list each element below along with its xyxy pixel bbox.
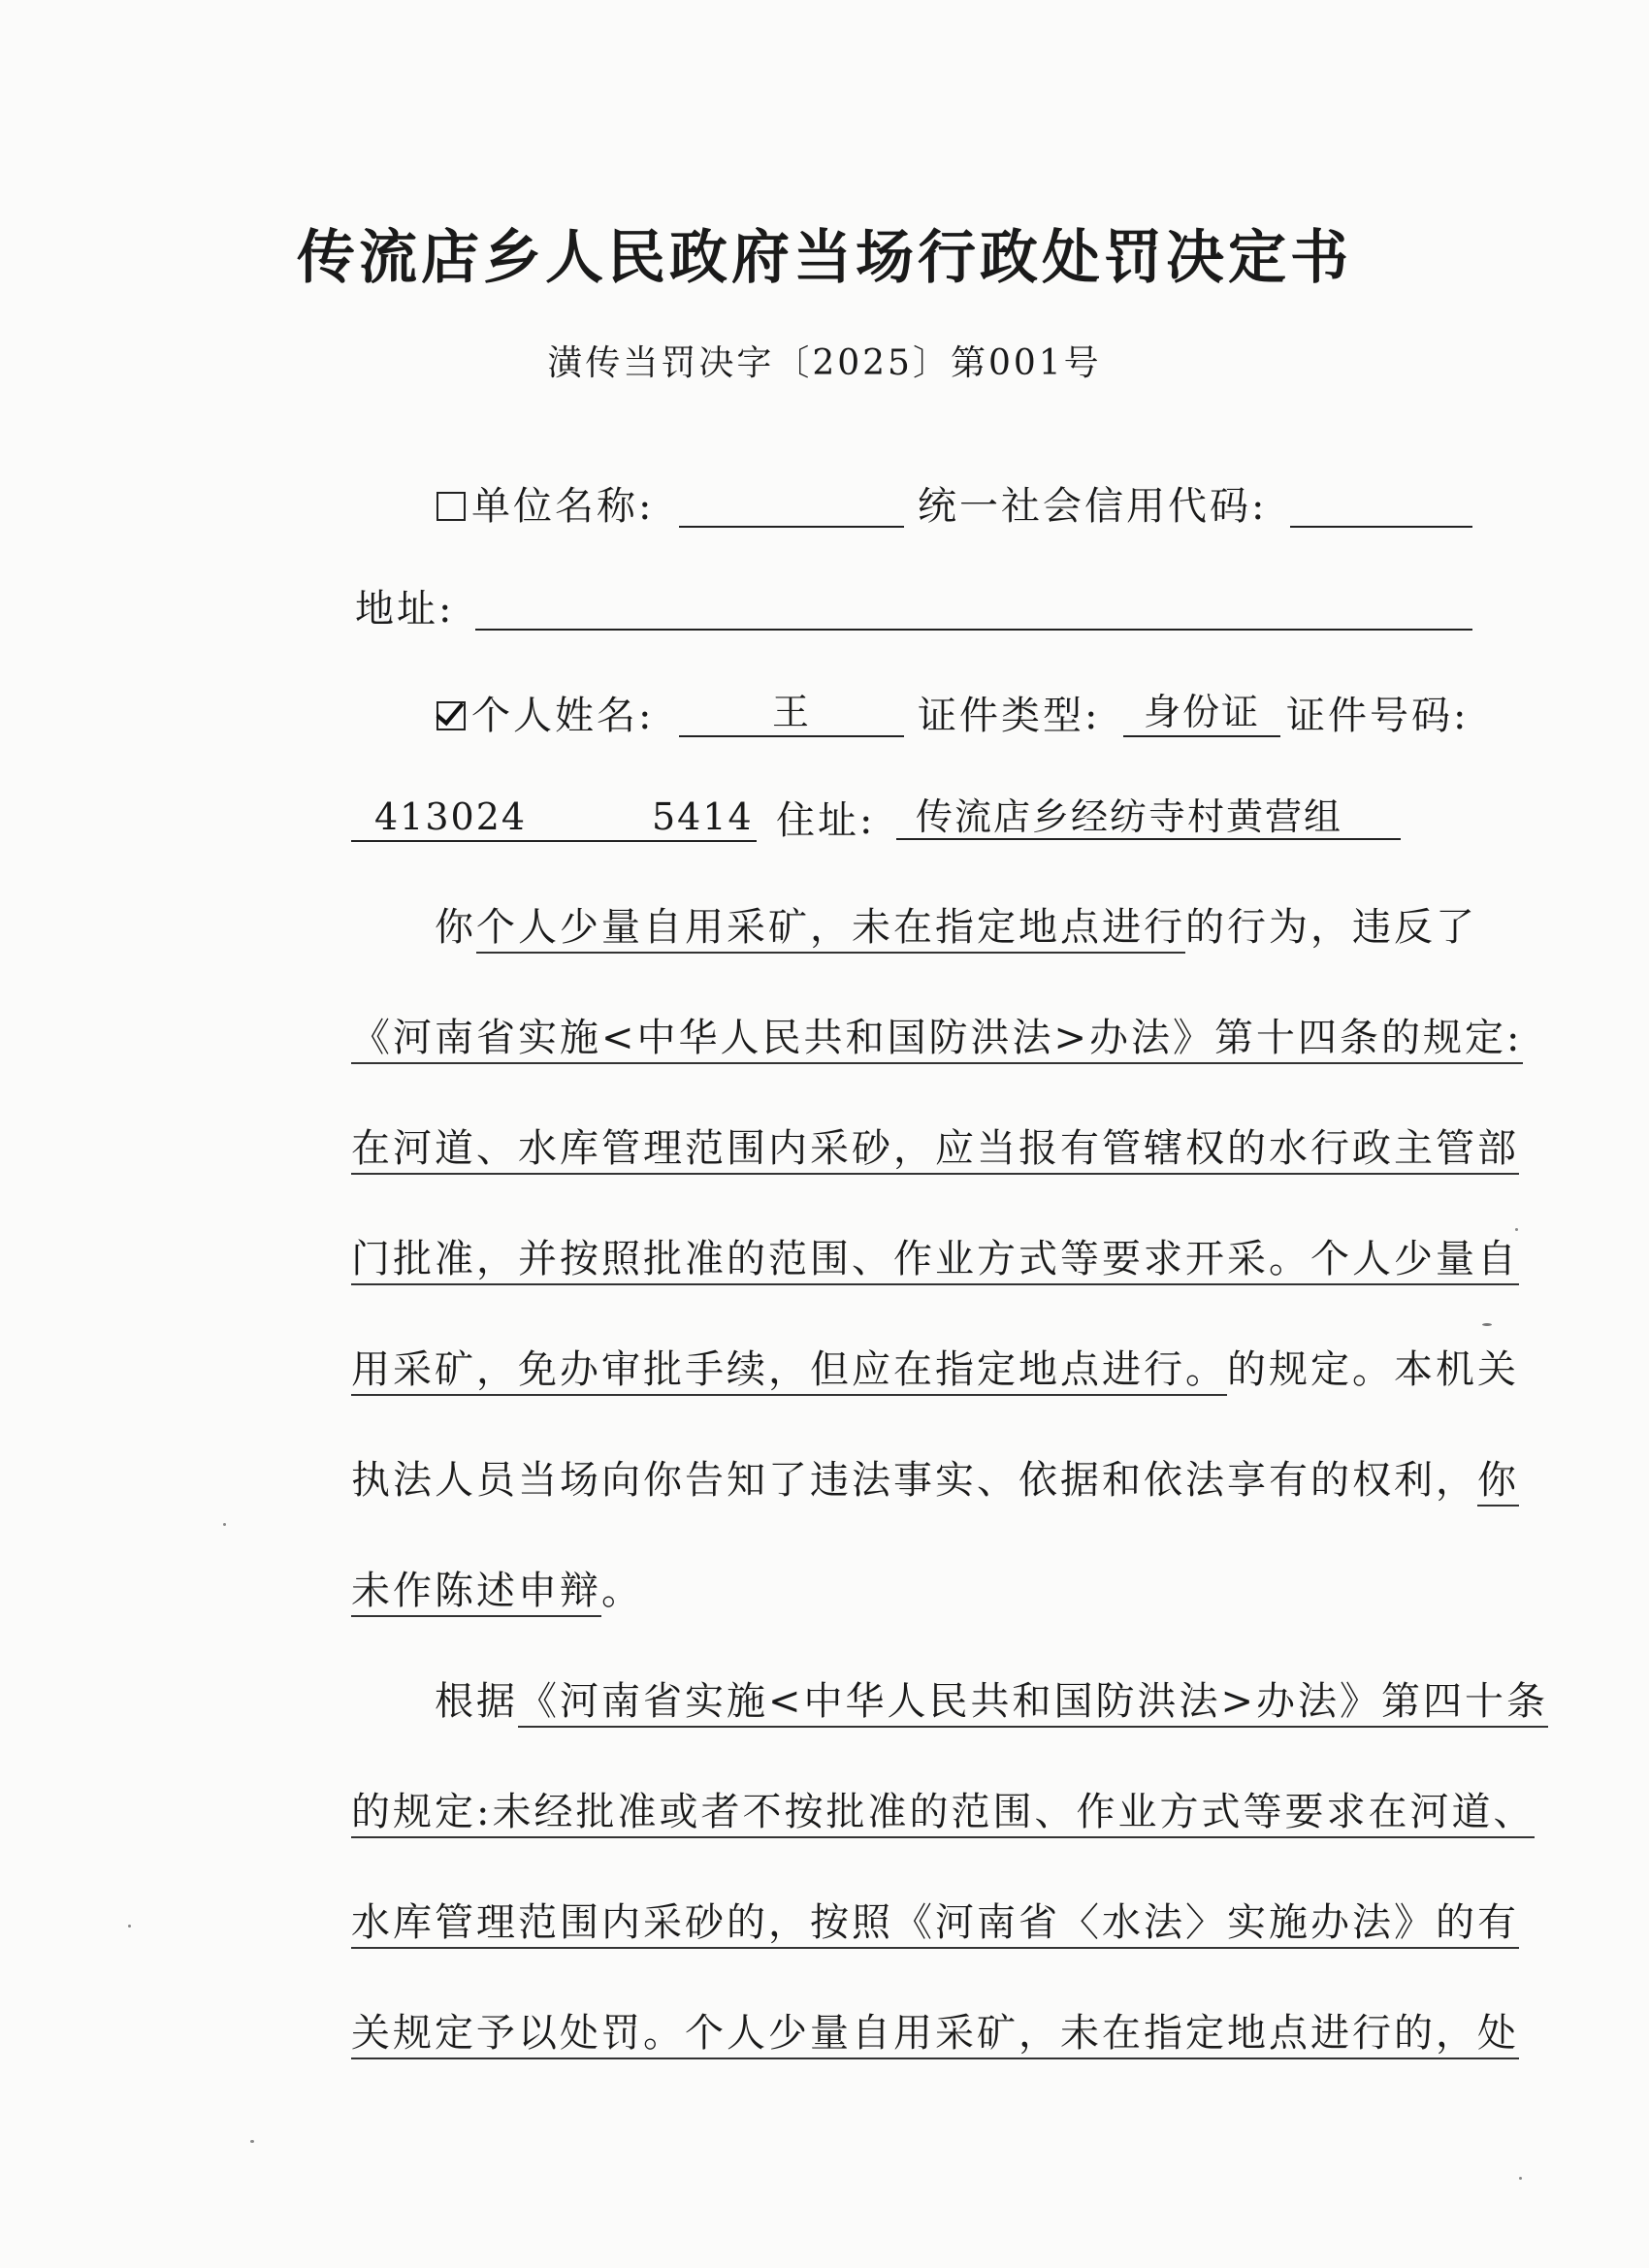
p1-line-7 bbox=[351, 1566, 643, 1616]
id-type-field[interactable]: 身份证 bbox=[1123, 687, 1280, 737]
document-title: 传流店乡人民政府当场行政处罚决定书 bbox=[297, 224, 1352, 292]
scan-speck bbox=[1515, 1228, 1518, 1231]
p2-law-reference: 《河南省实施<中华人民共和国防洪法>办法》第四十条 bbox=[518, 1679, 1548, 1728]
p1-line-1 bbox=[435, 902, 1477, 953]
p2-line-1 bbox=[435, 1676, 1548, 1727]
p1-law-text: 用采矿，免办审批手续，但应在指定地点进行。 bbox=[351, 1347, 1227, 1396]
unit-checkbox[interactable] bbox=[436, 492, 466, 521]
id-number-field[interactable] bbox=[351, 792, 757, 842]
unit-address-label: 地址: bbox=[355, 587, 455, 632]
scan-speck bbox=[128, 1925, 131, 1928]
document-number: 潢传当罚决字〔2025〕第001号 bbox=[547, 343, 1102, 383]
residence-label: 住址: bbox=[776, 798, 876, 843]
id-type-label: 证件类型: bbox=[918, 694, 1101, 738]
p1-text: 。 bbox=[601, 1569, 643, 1613]
unit-address-field[interactable] bbox=[475, 580, 1472, 631]
unit-name-field[interactable] bbox=[679, 477, 904, 528]
person-name-label: 个人姓名: bbox=[471, 694, 655, 738]
id-number-end: 5414 bbox=[652, 795, 754, 838]
id-number-label: 证件号码: bbox=[1286, 694, 1470, 738]
p2-text: 根据 bbox=[435, 1679, 518, 1724]
person-name-field[interactable]: 王 bbox=[679, 687, 904, 737]
p1-line-3 bbox=[351, 1123, 1519, 1174]
credit-code-label: 统一社会信用代码: bbox=[918, 484, 1268, 529]
p1-line-5 bbox=[351, 1345, 1519, 1395]
unit-name-label: 单位名称: bbox=[471, 484, 655, 529]
scan-speck bbox=[1519, 2177, 1522, 2180]
p1-line-4 bbox=[351, 1234, 1519, 1284]
p1-statement: 你 bbox=[1477, 1458, 1519, 1507]
scan-speck bbox=[223, 1523, 226, 1526]
scan-speck bbox=[250, 2140, 254, 2143]
p1-law-reference: 《河南省实施<中华人民共和国防洪法>办法》第十四条的规定: bbox=[351, 1016, 1523, 1064]
p1-law-text: 门批准，并按照批准的范围、作业方式等要求开采。个人少量自 bbox=[351, 1237, 1519, 1285]
p2-line-4 bbox=[351, 2008, 1519, 2058]
p2-law-text: 的规定:未经批准或者不按批准的范围、作业方式等要求在河道、 bbox=[351, 1790, 1535, 1838]
id-number-start: 413024 bbox=[374, 795, 528, 838]
p1-statement: 未作陈述申辩 bbox=[351, 1569, 601, 1617]
p1-line-2 bbox=[351, 1013, 1523, 1063]
credit-code-field[interactable] bbox=[1290, 477, 1472, 528]
p2-law-text: 水库管理范围内采砂的，按照《河南省〈水法〉实施办法》的有 bbox=[351, 1900, 1519, 1949]
residence-field[interactable]: 传流店乡经纺寺村黄营组 bbox=[896, 792, 1401, 840]
p1-text: 的规定。本机关 bbox=[1227, 1347, 1519, 1392]
p2-line-3 bbox=[351, 1897, 1519, 1948]
person-checkbox[interactable] bbox=[436, 701, 466, 730]
p1-violation-fact: 个人少量自用采矿，未在指定地点进行 bbox=[476, 905, 1185, 954]
p1-text: 你 bbox=[435, 905, 476, 950]
p1-text: 的行为，违反了 bbox=[1185, 905, 1477, 950]
unit-row bbox=[436, 481, 654, 532]
p1-text: 执法人员当场向你告知了违法事实、依据和依法享有的权利， bbox=[351, 1458, 1477, 1503]
p1-line-6 bbox=[351, 1455, 1519, 1506]
person-row bbox=[436, 691, 654, 741]
p2-line-2 bbox=[351, 1787, 1535, 1837]
p2-law-text: 关规定予以处罚。个人少量自用采矿，未在指定地点进行的，处 bbox=[351, 2011, 1519, 2059]
p1-law-text: 在河道、水库管理范围内采砂，应当报有管辖权的水行政主管部 bbox=[351, 1126, 1519, 1175]
scan-speck bbox=[1482, 1323, 1492, 1326]
